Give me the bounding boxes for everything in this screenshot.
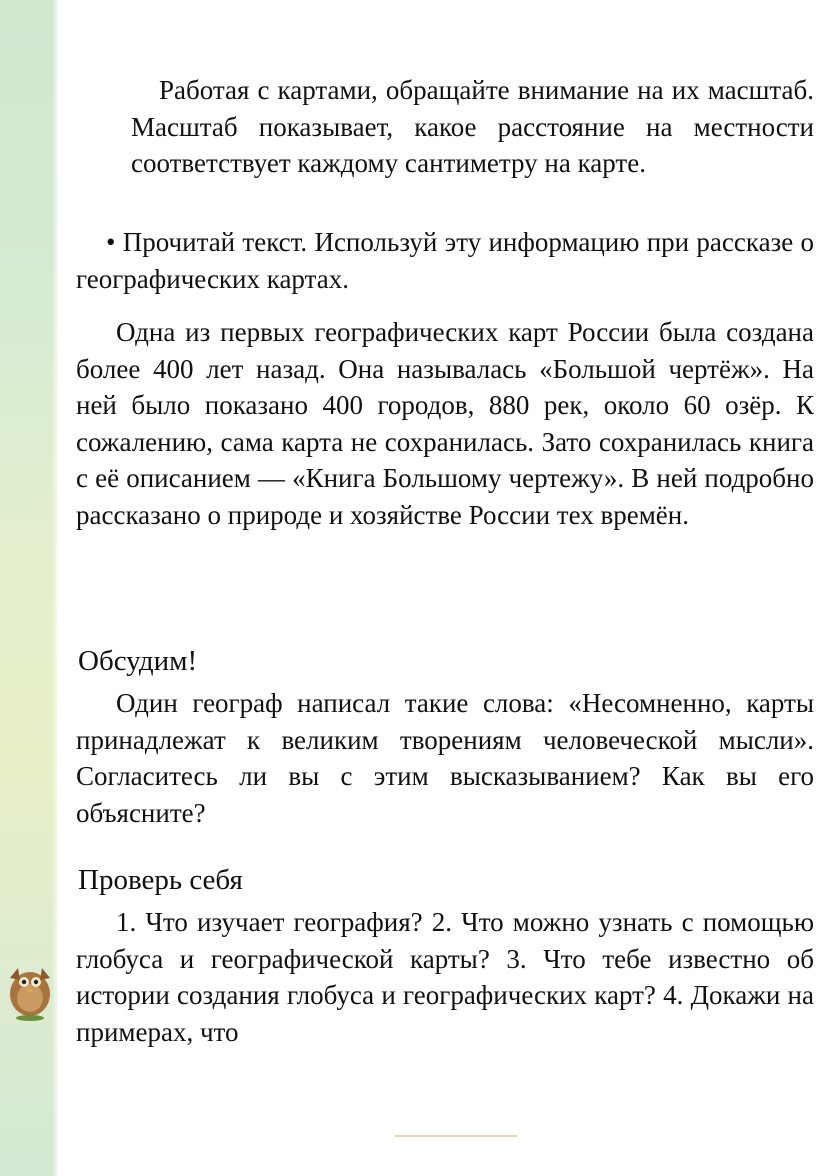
footer-line (395, 1135, 517, 1137)
mascot-illustration (0, 958, 56, 1022)
check-paragraph: 1. Что изучает география? 2. Что можно узнать с помощью глобуса и географической карты? 3. Что тебе известно об истории создания глобуса и географических карт? 4. Докажи на примерах, что (76, 907, 814, 1047)
discuss-paragraph: Один географ написал такие слова: «Несомненно, карты принадлежат к великим творениям человеческой мысли». Согласитесь ли вы с этим высказыванием? Как вы его объясните? (76, 688, 814, 828)
story-paragraph: Одна из первых географических карт России была создана более 400 лет назад. Она называлась «Большой чертёж». На ней было показано 400 городов, 880 рек, около 60 озёр. К сожалению, сама карта не сохранилась. Зато сохранилась книга с её описанием — «Книга Большому чертежу». В ней подробно рассказано о природе и хозяйстве России тех времён. (76, 317, 814, 530)
intro-note: Работая с картами, обращайте внимание на их масштаб. Масштаб показывает, какое расстояние на местности соответствует каждому сантиметру на карте. (131, 75, 814, 178)
check-heading: Проверь себя (78, 864, 243, 896)
reading-task: • Прочитай текст. Используй эту информацию при рассказе о географических картах. (76, 227, 814, 294)
discuss-heading: Обсудим! (78, 645, 198, 677)
